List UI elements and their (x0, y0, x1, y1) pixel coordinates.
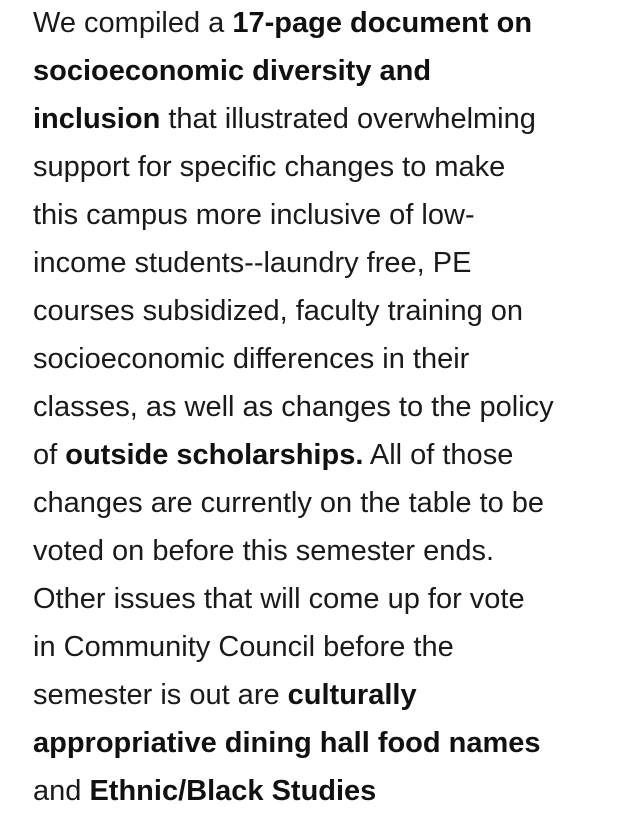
body-text: income students--laundry free, PE (33, 247, 472, 279)
text-line (33, 335, 633, 383)
bold-text: outside scholarships. (65, 439, 364, 471)
text-line (33, 239, 633, 287)
text-line (33, 623, 633, 671)
bold-text: Ethnic/Black Studies (89, 775, 377, 807)
text-line (33, 719, 633, 767)
text-line (33, 0, 633, 47)
body-text: courses subsidized, faculty training on (33, 295, 524, 327)
text-line (33, 383, 633, 431)
bold-text: inclusion (33, 103, 161, 135)
body-text: that illustrated overwhelming (160, 103, 536, 135)
bold-text: culturally (287, 679, 417, 711)
article-text (33, 0, 633, 815)
body-text: All of those (363, 439, 514, 471)
text-line (33, 575, 633, 623)
body-text: voted on before this semester ends. (33, 535, 495, 567)
text-line (33, 143, 633, 191)
body-text: support for specific changes to make (33, 151, 506, 183)
body-text: We compiled a (33, 7, 233, 39)
bold-text: appropriative dining hall food names (33, 727, 541, 759)
text-line (33, 431, 633, 479)
body-text: and (33, 775, 90, 807)
bold-text: 17-page document on (232, 7, 533, 39)
body-text: of (33, 439, 66, 471)
body-text: in Community Council before the (33, 631, 454, 663)
body-text: changes are currently on the table to be (33, 487, 545, 519)
text-line (33, 191, 633, 239)
text-line (33, 287, 633, 335)
body-text: classes, as well as changes to the policy (33, 391, 554, 423)
body-text: socioeconomic differences in their (33, 343, 470, 375)
body-text: this campus more inclusive of low- (33, 199, 475, 231)
text-line (33, 527, 633, 575)
text-line (33, 479, 633, 527)
bold-text: socioeconomic diversity and (33, 55, 432, 87)
text-line (33, 47, 633, 95)
text-line (33, 95, 633, 143)
text-line (33, 767, 633, 815)
body-text: semester is out are (33, 679, 288, 711)
body-text: Other issues that will come up for vote (33, 583, 525, 615)
text-line (33, 671, 633, 719)
